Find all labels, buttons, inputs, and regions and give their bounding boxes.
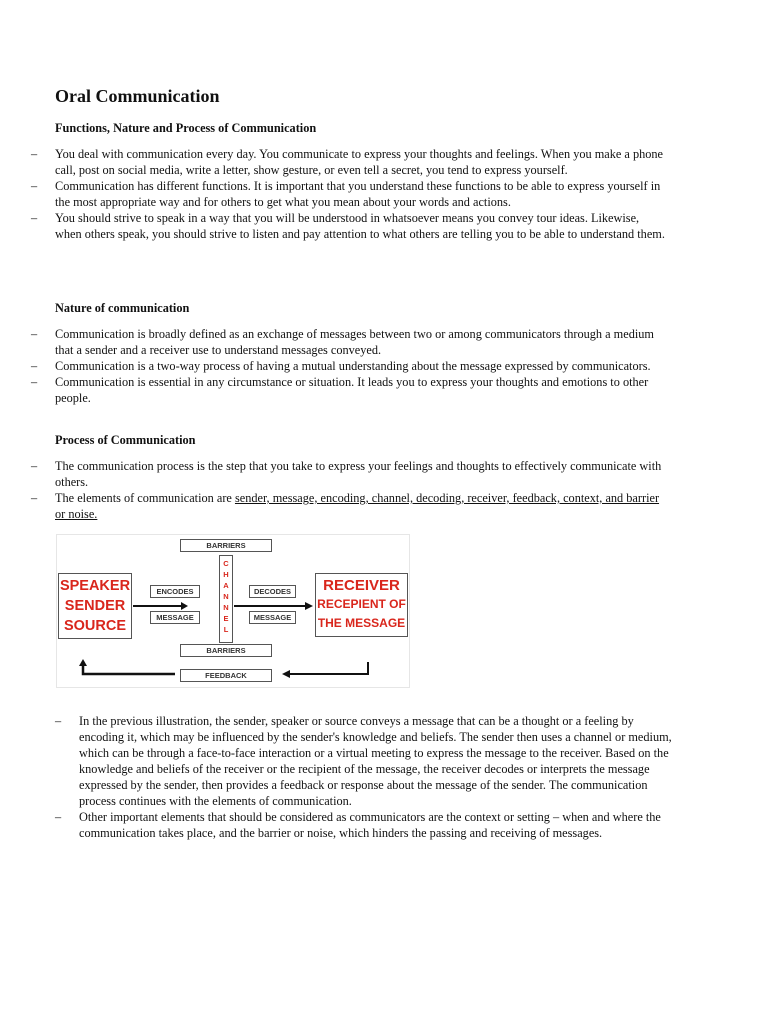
list-item xyxy=(0,374,665,406)
barriers-bottom-box: BARRIERS xyxy=(180,644,272,657)
barriers-top-box: BARRIERS xyxy=(180,539,272,552)
message-right-box: MESSAGE xyxy=(249,611,296,624)
bullet-dash: – xyxy=(31,375,38,389)
list-item-text: Communication is broadly defined as an exchange of messages between two or among communicators through a medium that a sender and a receiver use to understand messages conveyed. xyxy=(55,327,654,357)
process-list xyxy=(0,458,665,522)
bullet-dash: – xyxy=(31,359,38,373)
channel-letter: E xyxy=(223,614,229,623)
sender-line: SPEAKER xyxy=(59,578,131,594)
arrowhead-channel-to-receiver xyxy=(305,602,313,610)
list-item xyxy=(0,809,677,841)
bullet-dash: – xyxy=(55,714,62,728)
arrowhead-feedback-right xyxy=(282,670,290,678)
receiver-box xyxy=(315,573,408,637)
receiver-line: THE MESSAGE xyxy=(317,616,406,630)
bullet-dash: – xyxy=(31,327,38,341)
page-title: Oral Communication xyxy=(55,86,220,106)
receiver-line: RECEPIENT OF xyxy=(317,597,406,611)
arrow-feedback-left xyxy=(83,665,175,674)
heading-process: Process of Communication xyxy=(55,433,196,447)
list-item-text: In the previous illustration, the sender, speaker or source conveys a message that can be a thought or a feeling by encoding it, which may be influenced by the sender's knowledge and beliefs. The sender then uses a channel or medium, which can be through a face-to-face interaction or a virtual meeting to express the message to the receiver. Based on the knowledge and beliefs of the receiver or the recipient of the message, the receiver decodes or interprets the message expressed by the sender, then provides a feedback or response about the message of the sender. The communication process continues with the elements of communication. xyxy=(79,714,672,808)
list-item xyxy=(0,326,665,358)
arrow-feedback-right xyxy=(290,662,368,674)
feedback-box: FEEDBACK xyxy=(180,669,272,682)
list-item-text: You should strive to speak in a way that you will be understood in whatsoever means you convey tour ideas. Likewise, when others speak, you should strive to listen and pay attention to what others are telling you to be able to understand them. xyxy=(55,211,665,241)
bullet-dash: – xyxy=(31,211,38,225)
sender-line: SENDER xyxy=(64,598,126,614)
sender-line: SOURCE xyxy=(63,618,127,634)
heading-nature: Nature of communication xyxy=(55,301,190,315)
list-item xyxy=(0,490,665,522)
channel-letter: C xyxy=(223,559,229,568)
functions-list xyxy=(0,146,665,242)
bullet-dash: – xyxy=(31,179,38,193)
nature-list xyxy=(0,326,665,406)
list-item xyxy=(0,358,665,374)
channel-letter: A xyxy=(223,581,229,590)
communication-process-diagram xyxy=(57,535,409,687)
list-item xyxy=(0,146,665,178)
heading-functions: Functions, Nature and Process of Communication xyxy=(55,121,317,135)
bullet-dash: – xyxy=(31,459,38,473)
list-item-text: Communication is essential in any circumstance or situation. It leads you to express your thoughts and emotions to other people. xyxy=(55,375,649,405)
arrowhead-sender-to-channel xyxy=(181,602,188,610)
list-item xyxy=(0,458,665,490)
list-item xyxy=(0,713,677,809)
channel-letter: N xyxy=(223,603,229,612)
receiver-line: RECEIVER xyxy=(323,577,400,594)
bullet-dash: – xyxy=(31,491,38,505)
sender-box xyxy=(58,573,132,639)
list-item-text: You deal with communication every day. You communicate to express your thoughts and feelings. When you make a phone call, post on social media, write a letter, show gesture, or even tell a secret, you tend to express yourself. xyxy=(55,147,664,177)
arrowhead-feedback-left xyxy=(79,659,87,666)
channel-letter: L xyxy=(223,625,229,634)
list-item xyxy=(0,178,665,210)
decodes-box: DECODES xyxy=(249,585,296,598)
list-item-text: Other important elements that should be considered as communicators are the context or setting – when and where the communication takes place, and the barrier or noise, which hinders the passing and receiving of messages. xyxy=(79,810,661,840)
list-item-text: Communication is a two-way process of having a mutual understanding about the message expressed by communicators. xyxy=(55,359,651,373)
list-item-text: The elements of communication are xyxy=(55,491,235,505)
list-item-text: The communication process is the step that you take to express your feelings and thoughts to effectively communicate with others. xyxy=(55,459,662,489)
list-item-text: Communication has different functions. It is important that you understand these functions to be able to express yourself in the most appropriate way and for others to get what you mean about your words and actions. xyxy=(55,179,661,209)
explanation-list xyxy=(0,713,677,841)
channel-letter: N xyxy=(223,592,229,601)
channel-letter: H xyxy=(223,570,229,579)
bullet-dash: – xyxy=(55,810,62,824)
elements-underlined: sender, message, encoding, channel, decoding, receiver, feedback, context, and barrier or noise. xyxy=(55,491,660,521)
message-left-box: MESSAGE xyxy=(150,611,200,624)
channel-column xyxy=(219,555,233,643)
bullet-dash: – xyxy=(31,147,38,161)
encodes-box: ENCODES xyxy=(150,585,200,598)
list-item xyxy=(0,210,665,242)
